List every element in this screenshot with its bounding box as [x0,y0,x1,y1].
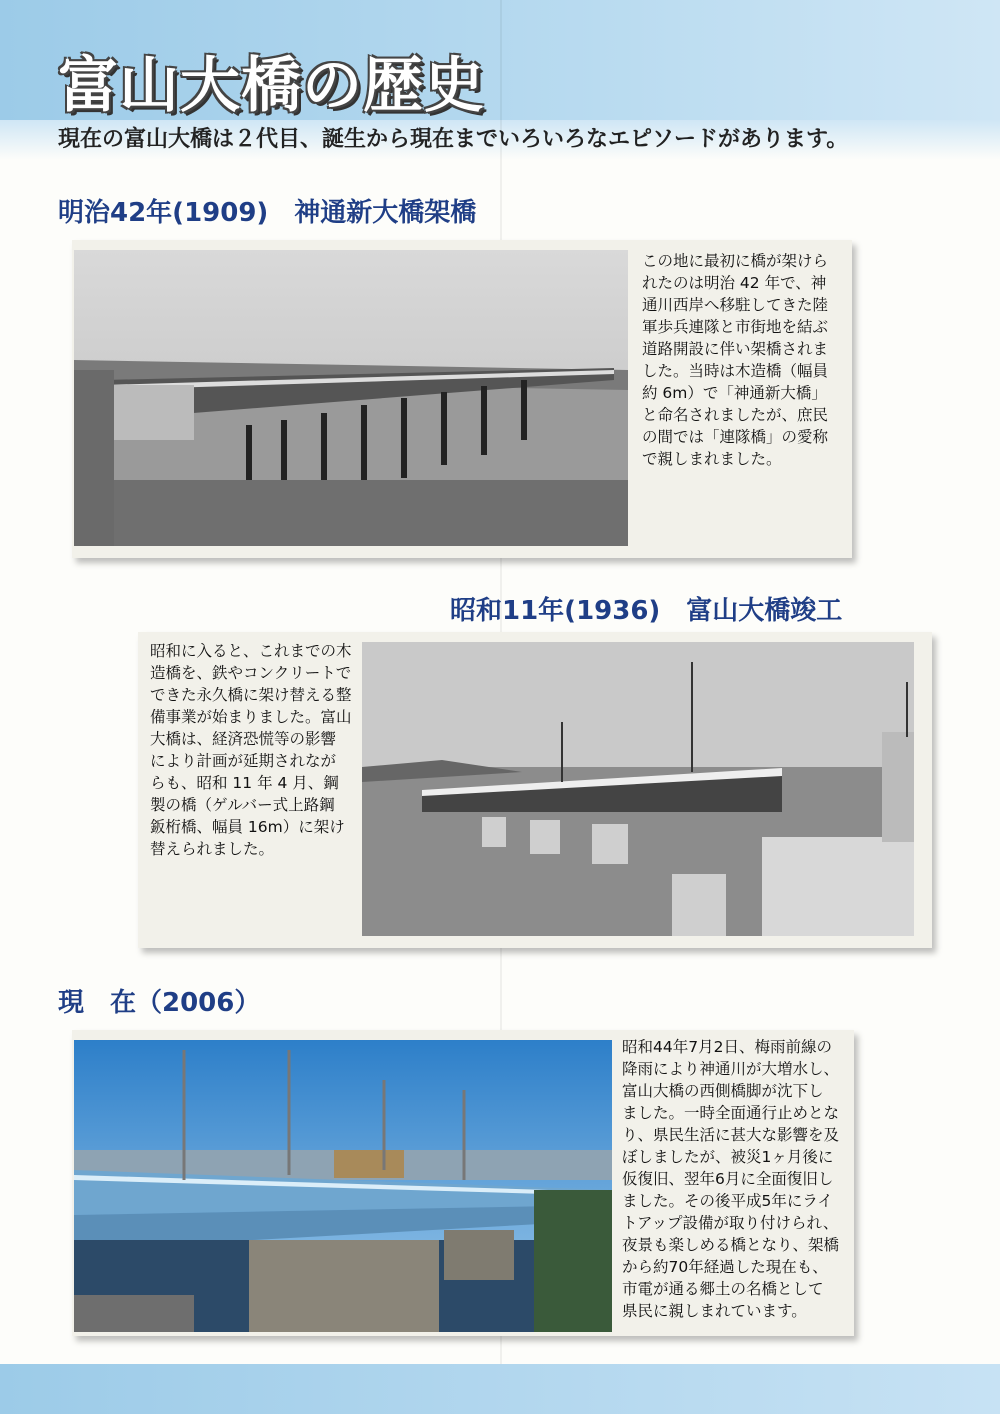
steel-bridge-photo [362,642,914,936]
wooden-bridge-photo [74,250,628,546]
section-1909-panel [72,240,852,558]
page-title: 富山大橋の歴史 [58,51,485,121]
footer-band [0,1364,1000,1414]
section-1936-heading: 昭和11年(1936) 富山大橋竣工 [450,596,843,626]
section-2006-panel [72,1030,854,1336]
section-1936-text: 昭和に入ると、これまでの木 造橋を、鉄やコンクリートで できた永久橋に架け替える整 備事業が始まりました。富山 大橋は、経済恐慌等の影響 により計画が延期されなが らも、昭和 11 年 4 月、鋼 製の橋（ゲルバー式上路鋼 鈑桁橋、幅員 16m）に架け 替えられました。 [150,642,352,858]
section-1909-heading: 明治42年(1909) 神通新大橋架橋 [58,198,477,228]
page-subtitle: 現在の富山大橋は２代目、誕生から現在までいろいろなエピソードがあります。 [58,127,849,152]
section-1936-panel [138,632,932,948]
section-1909-text: この地に最初に橋が架けら れたのは明治 42 年で、神 通川西岸へ移駐してきた陸 軍歩兵連隊と市街地を結ぶ 道路開設に伴い架橋されま した。当時は木造橋（幅員 約 6m）で「神通新大橋」 と命名されましたが、庶民 の間では「連隊橋」の愛称 で親しまれました。 [642,252,829,468]
modern-bridge-photo [74,1040,612,1332]
section-2006-heading: 現 在（2006） [58,988,261,1018]
section-2006-text: 昭和44年7月2日、梅雨前線の 降雨により神通川が大増水し、 富山大橋の西側橋脚が沈下し ました。一時全面通行止めとな り、県民生活に甚大な影響を及 ぼしましたが、被災1ヶ月後に 仮復旧、翌年6月に全面復旧し ました。その後平成5年にライ トアップ設備が取り付けられ、 夜景も楽しめる橋となり、架橋 から約70年経過した現在も、 市電が通る郷土の名橋として 県民に親しまれています。 [622,1038,840,1320]
